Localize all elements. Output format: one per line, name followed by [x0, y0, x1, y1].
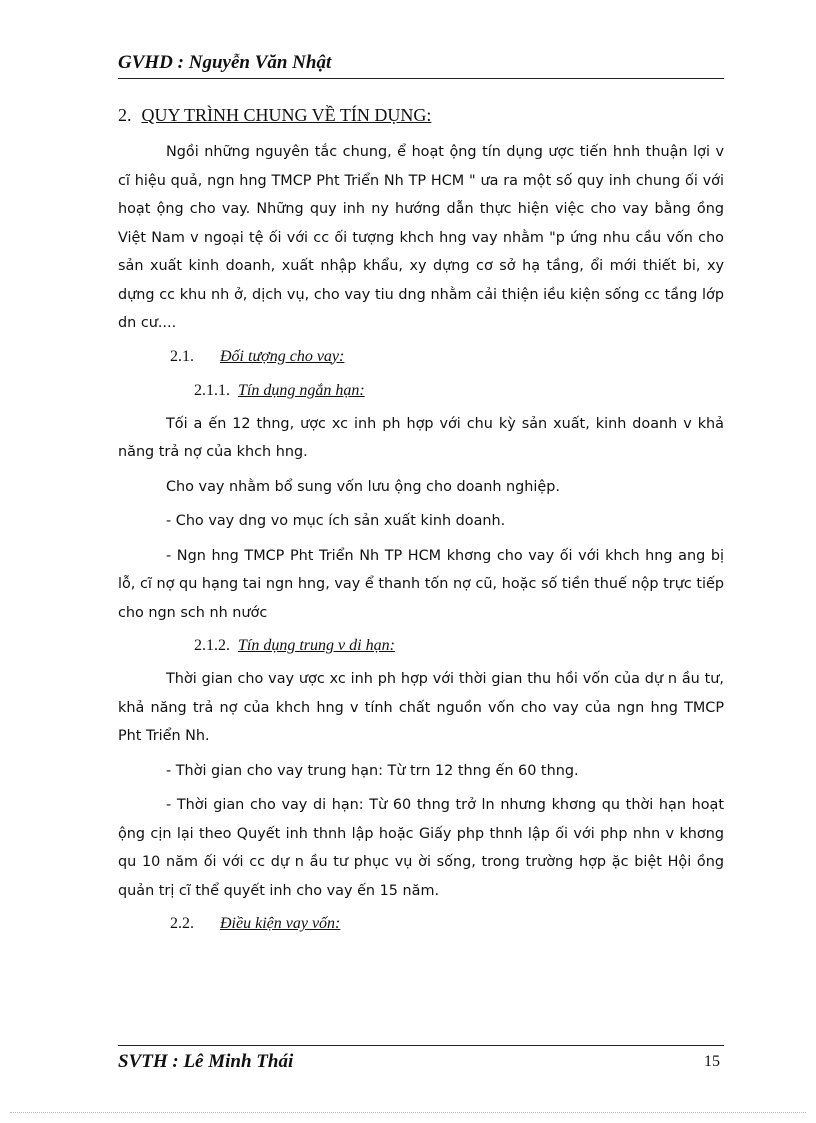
subsection-number: 2.2.	[170, 915, 194, 932]
document-body	[118, 100, 724, 941]
paragraph: Tối a ến 12 thng, ược xc inh ph hợp với chu kỳ sản xuất, kinh doanh v khả năng trả nợ của khch hng.	[118, 415, 724, 460]
subsection-heading-2-2	[170, 909, 724, 939]
subsection-title: Điều kiện vay vốn:	[220, 915, 341, 932]
paragraph: - Ngn hng TMCP Pht Triển Nh TP HCM khơng cho vay ối với khch hng ang bị lỗ, cĩ nợ qu hạng tai ngn hng, vay ể thanh tốn nợ cũ, hoặc số tiền thuế nộp trực tiếp cho ngn sch nh nước	[118, 547, 724, 621]
paragraph: Thời gian cho vay ược xc inh ph hợp với thời gian thu hồi vốn của dự n ầu tư, khả năng trả nợ của khch hng v tính chất nguồn vốn cho vay của ngn hng TMCP Pht Triển Nh.	[118, 671, 724, 744]
subsection-number: 2.1.2.	[194, 637, 230, 654]
page-header	[118, 52, 724, 79]
page-number: 15	[704, 1053, 720, 1070]
subsection-heading-2-1	[170, 342, 724, 372]
supervisor-name: GVHD : Nguyễn Văn Nhật	[118, 52, 332, 73]
page-edge-divider	[10, 1112, 806, 1113]
section-heading	[118, 100, 724, 130]
section-title: QUY TRÌNH CHUNG VỀ TÍN DỤNG:	[141, 105, 432, 125]
subsection-heading-2-1-1	[194, 376, 724, 406]
subsection-number: 2.1.	[170, 347, 194, 365]
paragraph: - Thời gian cho vay trung hạn: Từ trn 12 thng ến 60 thng.	[166, 762, 579, 779]
section-number: 2.	[118, 105, 132, 125]
subsection-title: Tín dụng ngắn hạn:	[238, 381, 365, 399]
student-name: SVTH : Lê Minh Thái	[118, 1051, 294, 1072]
subsection-title: Đối tượng cho vay:	[220, 347, 345, 365]
page-footer	[118, 1045, 724, 1076]
paragraph: Cho vay nhằm bổ sung vốn lưu ộng cho doanh nghiệp.	[166, 478, 560, 495]
intro-paragraph: Ngồi những nguyên tắc chung, ể hoạt ộng tín dụng ược tiến hnh thuận lợi v cĩ hiệu quả, ngn hng TMCP Pht Triển Nh TP HCM " ưa ra một số quy inh chung ối với hoạt ộng cho vay. Những quy inh ny hướng dẫn thực hiện việc cho vay bằng ồng Việt Nam v ngoại tệ ối với cc ối tượng khch hng vay nhằm "p ứng nhu cầu vốn cho sản xuất kinh doanh, xuất nhập khẩu, xy dựng cơ sở hạ tầng, ổi mới thiết bi, xy dựng cc khu nh ở, dịch vụ, cho vay tiu dng nhằm cải thiện iều kiện sống cc tầng lớp dn cư....	[118, 144, 724, 331]
subsection-number: 2.1.1.	[194, 381, 230, 399]
subsection-heading-2-1-2	[194, 631, 724, 661]
paragraph: - Cho vay dng vo mục ích sản xuất kinh doanh.	[166, 513, 506, 529]
subsection-title: Tín dụng trung v di hạn:	[238, 637, 395, 654]
paragraph: - Thời gian cho vay di hạn: Từ 60 thng trở ln nhưng khơng qu thời hạn hoạt ộng cịn lại theo Quyết inh thnh lập hoặc Giấy php thnh lập ối với php nhn v khơng qu 10 năm ối với cc dự n ầu tư phục vụ ời sống, trong trường hợp ặc biệt Hội ồng quản trị cĩ thể quyết inh cho vay ến 15 năm.	[118, 797, 724, 899]
